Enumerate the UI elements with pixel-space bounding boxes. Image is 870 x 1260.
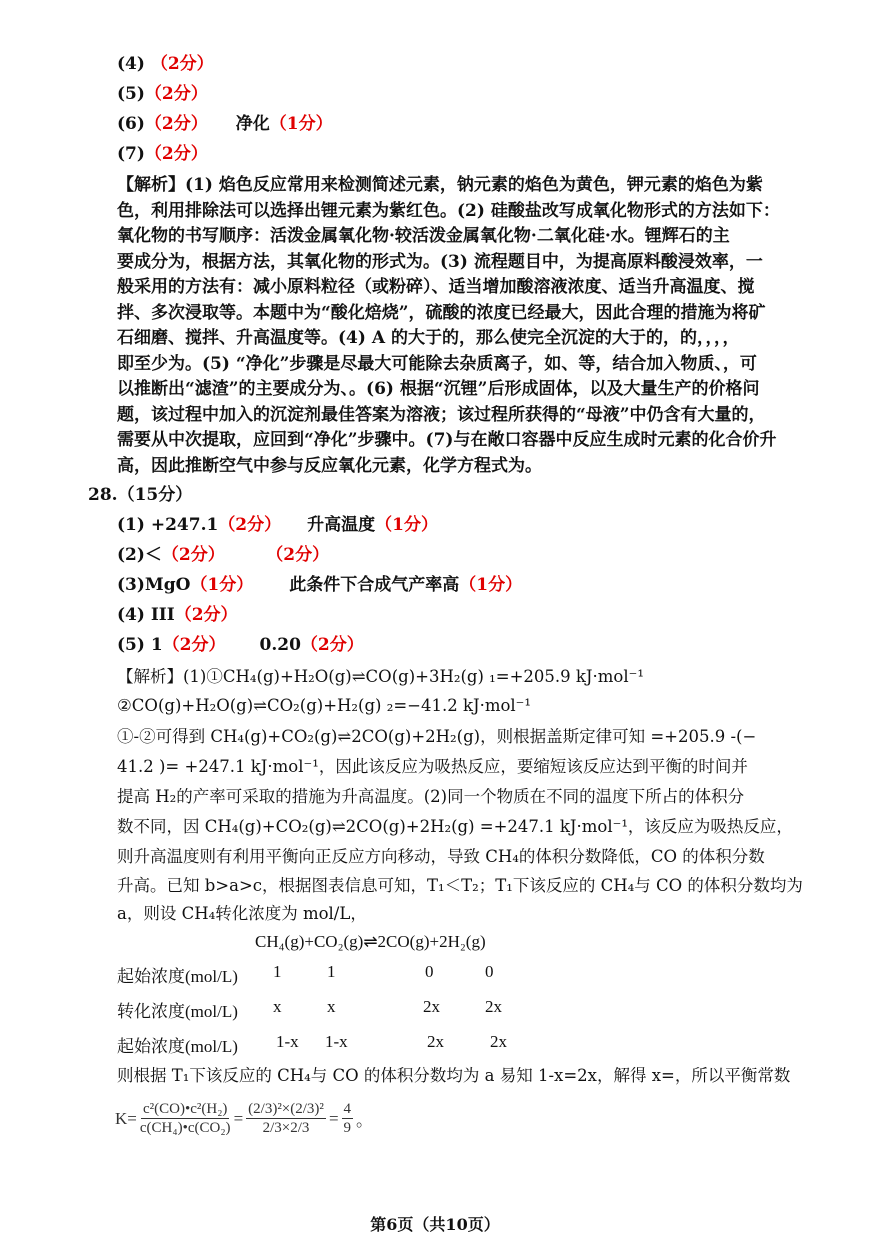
- score: （2分）: [144, 84, 208, 104]
- reaction-equation: CH₄(g)+CO₂(g)⇌2CO(g)+2H₂(g): [255, 932, 486, 951]
- q27-answer-5: [117, 83, 208, 105]
- question-28-header: 28.（15分）: [88, 485, 193, 505]
- answer-number: (6): [117, 114, 145, 134]
- score: （2分）: [218, 515, 282, 535]
- analysis-line: 提高 H₂的产率可采取的措施为升高温度。(2)同一个物质在不同的温度下所占的体积分: [117, 787, 745, 806]
- page-footer: 第6页（共10页）: [370, 1215, 500, 1234]
- answer-text: 此条件下合成气产率高: [289, 575, 460, 595]
- answer-number: (2)＜: [117, 545, 162, 565]
- equilibrium-constant-formula: [115, 1100, 373, 1137]
- cell: 2x: [427, 1032, 444, 1051]
- q27-answer-4: [117, 53, 214, 75]
- analysis-line: 升高。已知 b>a>c，根据图表信息可知，T₁＜T₂；T₁下该反应的 CH₄与 CO 的体积分数均为: [117, 876, 803, 895]
- analysis-line: 则升高温度则有利用平衡向正反应方向移动，导致 CH₄的体积分数降低，CO 的体积分数: [117, 847, 765, 866]
- q28-answer-5: [117, 634, 364, 656]
- analysis-line: 般采用的方法有：减小原料粒径（或粉碎）、适当增加酸溶液浓度、适当升高温度、搅: [117, 277, 755, 297]
- analysis-line: 题，该过程中加入的沉淀剂最佳答案为溶液；该过程所获得的“母液”中仍含有大量的，: [117, 404, 766, 425]
- analysis-line: 要成分为，根据方法，其氧化物的形式为。(3) 流程题目中，为提高原料酸浸效率，一: [117, 251, 763, 272]
- fraction: [342, 1100, 354, 1137]
- score: （2分）: [144, 144, 208, 164]
- equals-sign: =: [233, 1108, 244, 1128]
- numerator: c²(CO)•c²(H₂): [142, 1101, 228, 1117]
- numerator: (2/3)²×(2/3)²: [248, 1101, 324, 1117]
- score: （2分）: [144, 114, 208, 134]
- q27-answer-7: [117, 143, 208, 165]
- cell: 0: [485, 962, 494, 981]
- answer-number: (1) +247.1: [117, 515, 219, 535]
- answer-text: 0.20: [259, 635, 301, 655]
- cell: 1: [327, 962, 336, 981]
- score: （1分）: [375, 515, 438, 535]
- score: （2分）: [150, 54, 214, 74]
- analysis-line: 高，因此推断空气中参与反应氧化元素，化学方程式为。: [117, 455, 542, 476]
- analysis-line: 数不同，因 CH₄(g)+CO₂(g)⇌2CO(g)+2H₂(g) =+247.1 kJ·mol⁻¹，该反应为吸热反应，: [117, 817, 793, 836]
- cell: 2x: [423, 997, 440, 1016]
- row-label: 转化浓度(mol/L): [117, 1002, 238, 1021]
- fraction: [246, 1100, 326, 1137]
- analysis-line: 【解析】(1) 焰色反应常用来检测简述元素，钠元素的焰色为黄色，钾元素的焰色为紫: [117, 175, 763, 195]
- denominator: c(CH₄)•c(CO₂): [139, 1120, 231, 1136]
- q28-answer-4: [117, 604, 238, 626]
- q28-answer-3: [117, 574, 522, 596]
- answer-number: (3)MgO: [117, 575, 191, 595]
- numerator: 4: [343, 1101, 352, 1117]
- score: （2分）: [162, 635, 226, 655]
- q28-answer-2: [117, 544, 329, 566]
- answer-number: (5): [117, 84, 145, 104]
- score: （1分）: [190, 575, 254, 595]
- cell: 1-x: [276, 1032, 299, 1051]
- answer-number: (5) 1: [117, 635, 163, 655]
- q28-answer-1: [117, 514, 438, 536]
- answer-number: (4): [117, 54, 145, 74]
- answer-text: 净化: [235, 114, 270, 134]
- period: 。: [356, 1111, 374, 1130]
- analysis-line: 色，利用排除法可以选择出锂元素为紫红色。(2) 硅酸盐改写成氧化物形式的方法如下：: [117, 200, 780, 221]
- cell: 1: [273, 962, 282, 981]
- analysis-line: 氧化物的书写顺序：活泼金属氧化物·较活泼金属氧化物·二氧化硅·水。锂辉石的主: [117, 226, 730, 246]
- analysis-line: a，则设 CH₄转化浓度为 mol/L，: [117, 904, 367, 923]
- score: （2分）: [174, 605, 238, 625]
- answer-number: (4) III: [117, 605, 175, 625]
- k-lhs: K=: [115, 1108, 137, 1128]
- analysis-line: 41.2 )= +247.1 kJ·mol⁻¹，因此该反应为吸热反应，要缩短该反应达到平衡的时间并: [117, 757, 748, 776]
- answer-text: 升高温度: [307, 515, 376, 535]
- analysis-line: 【解析】(1)①CH₄(g)+H₂O(g)⇌CO(g)+3H₂(g) ₁=+205.9 kJ·mol⁻¹: [117, 667, 644, 686]
- score: （2分）: [274, 545, 330, 565]
- q27-answer-6: [117, 113, 333, 135]
- equals-sign: =: [328, 1108, 339, 1128]
- denominator: 2/3×2/3: [262, 1120, 310, 1136]
- analysis-line: ①-②可得到 CH₄(g)+CO₂(g)⇌2CO(g)+2H₂(g)，则根据盖斯定律可知 =+205.9 -(−: [117, 727, 757, 746]
- cell: 1-x: [325, 1032, 348, 1051]
- cell: x: [273, 997, 282, 1016]
- cell: x: [327, 997, 336, 1016]
- fraction: [140, 1100, 231, 1137]
- row-label: 起始浓度(mol/L): [117, 967, 238, 986]
- score: （2分）: [300, 635, 364, 655]
- analysis-line: 拌、多次浸取等。本题中为“酸化焙烧”，硫酸的浓度已经最大，因此合理的措施为将矿: [117, 302, 766, 323]
- analysis-line: 以推断出“滤渣”的主要成分为、。(6) 根据“沉锂”后形成固体，以及大量生产的价格问: [117, 379, 760, 399]
- analysis-line: 石细磨、搅拌、升高温度等。(4) A 的大于的，那么使完全沉淀的大于的，的，，，，: [117, 328, 740, 348]
- cell: 0: [425, 962, 434, 981]
- analysis-line: 即至少为。(5) “净化”步骤是尽最大可能除去杂质离子，如、等，结合加入物质、，可: [117, 353, 757, 374]
- denominator: 9: [343, 1120, 352, 1136]
- cell: 2x: [490, 1032, 507, 1051]
- cell: 2x: [485, 997, 502, 1016]
- analysis-line: 需要从中次提取，应回到“净化”步骤中。(7)与在敞口容器中反应生成时元素的化合价升: [117, 430, 777, 450]
- analysis-line: ②CO(g)+H₂O(g)⇌CO₂(g)+H₂(g) ₂=−41.2 kJ·mol⁻¹: [117, 696, 531, 715]
- score: （1分）: [269, 114, 333, 134]
- conclusion-line: 则根据 T₁下该反应的 CH₄与 CO 的体积分数均为 a 易知 1-x=2x，解得 x=，所以平衡常数: [117, 1066, 791, 1085]
- score: （2分）: [161, 545, 225, 565]
- score: （1分）: [459, 575, 523, 595]
- answer-number: (7): [117, 144, 145, 164]
- row-label: 起始浓度(mol/L): [117, 1037, 238, 1056]
